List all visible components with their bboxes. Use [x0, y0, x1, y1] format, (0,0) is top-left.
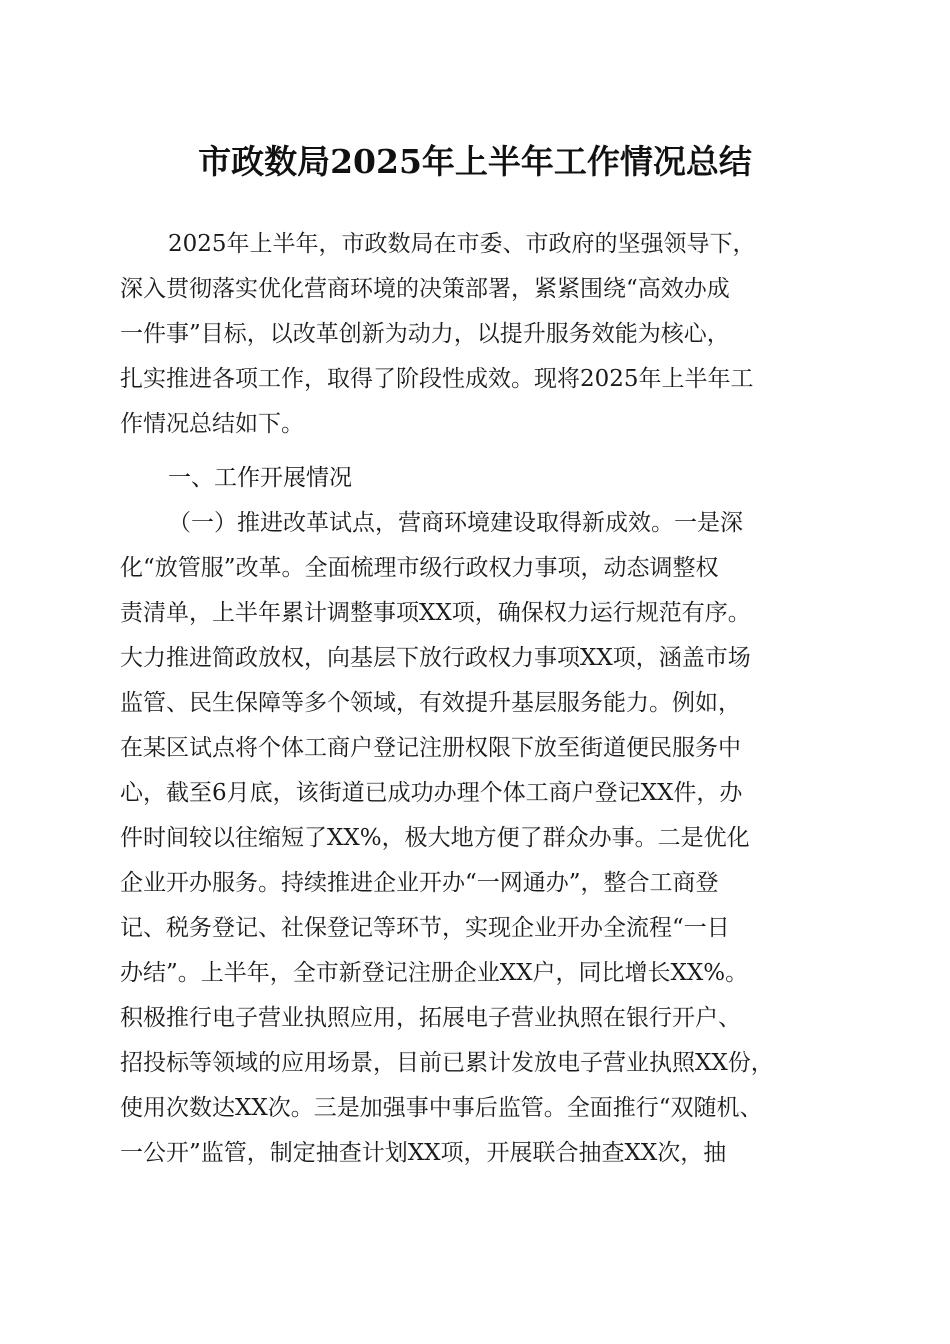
section-line-8: 件时间较以往缩短了XX%，极大地方便了群众办事。二是优化 [120, 825, 750, 851]
intro-line-2: 深入贯彻落实优化营商环境的决策部署，紧紧围绕“高效办成 [120, 276, 730, 302]
document-title: 市政数局2025年上半年工作情况总结 [198, 142, 752, 181]
section-line-5: 监管、民生保障等多个领域，有效提升基层服务能力。例如， [120, 690, 741, 716]
section-paragraph [120, 501, 832, 1176]
intro-line-5: 作情况总结如下。 [120, 411, 304, 437]
section-line-2: 化“放管服”改革。全面梳理市级行政权力事项，动态调整权 [120, 555, 719, 581]
section-line-13: 招投标等领域的应用场景，目前已累计发放电子营业执照XX份， [120, 1050, 774, 1076]
section-line-7: 心，截至6月底，该街道已成功办理个体工商户登记XX件，办 [120, 780, 743, 806]
intro-line-3: 一件事”目标，以改革创新为动力，以提升服务效能为核心， [120, 321, 730, 347]
intro-line-1: 2025年上半年，市政数局在市委、市政府的坚强领导下， [168, 231, 756, 257]
intro-paragraph [120, 222, 832, 447]
section-line-9: 企业开办服务。持续推进企业开办“一网通办”，整合工商登 [120, 870, 719, 896]
section-line-15: 一公开”监管，制定抽查计划XX项，开展联合抽查XX次，抽 [120, 1140, 727, 1166]
intro-line-4: 扎实推进各项工作，取得了阶段性成效。现将2025年上半年工 [120, 366, 754, 392]
section-line-1: （一）推进改革试点，营商环境建设取得新成效。一是深 [168, 510, 743, 536]
section-line-12: 积极推行电子营业执照应用，拓展电子营业执照在银行开户、 [120, 1005, 741, 1031]
section-line-11: 办结”。上半年，全市新登记注册企业XX户，同比增长XX%。 [120, 960, 749, 986]
section-heading: 一、工作开展情况 [168, 465, 352, 491]
section-line-14: 使用次数达XX次。三是加强事中事后监管。全面推行“双随机、 [120, 1095, 763, 1121]
section-line-4: 大力推进简政放权，向基层下放行政权力事项XX项，涵盖市场 [120, 645, 751, 671]
section-line-6: 在某区试点将个体工商户登记注册权限下放至街道便民服务中 [120, 735, 741, 761]
section-line-10: 记、税务登记、社保登记等环节，实现企业开办全流程“一日 [120, 915, 730, 941]
section-line-3: 责清单，上半年累计调整事项XX项，确保权力运行规范有序。 [120, 600, 751, 626]
